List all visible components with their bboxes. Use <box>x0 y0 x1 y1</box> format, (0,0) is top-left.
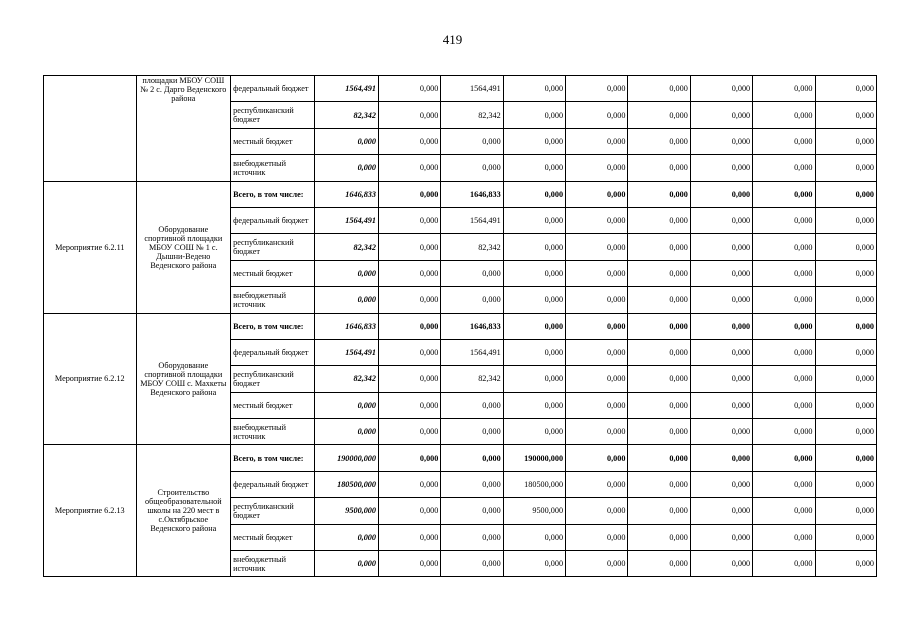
year-value: 0,000 <box>815 287 877 313</box>
year-value: 0,000 <box>690 366 752 392</box>
budget-table <box>43 75 877 577</box>
year-value: 0,000 <box>753 234 815 260</box>
year-value: 1564,491 <box>441 76 503 102</box>
year-value: 0,000 <box>753 419 815 445</box>
total-value: 82,342 <box>314 102 378 128</box>
year-value: 0,000 <box>378 524 440 550</box>
year-value: 0,000 <box>690 419 752 445</box>
funding-source: внебюджетный источник <box>231 155 315 181</box>
year-value: 0,000 <box>566 234 628 260</box>
year-value: 0,000 <box>690 102 752 128</box>
year-value: 0,000 <box>628 524 690 550</box>
year-value: 0,000 <box>753 445 815 471</box>
year-value: 0,000 <box>628 155 690 181</box>
funding-source: внебюджетный источник <box>231 551 315 577</box>
year-value: 0,000 <box>690 313 752 339</box>
year-value: 0,000 <box>378 287 440 313</box>
year-value: 0,000 <box>753 76 815 102</box>
year-value: 0,000 <box>753 551 815 577</box>
year-value: 82,342 <box>441 102 503 128</box>
year-value: 0,000 <box>441 419 503 445</box>
year-value: 0,000 <box>815 76 877 102</box>
total-value: 1564,491 <box>314 76 378 102</box>
total-value: 0,000 <box>314 287 378 313</box>
year-value: 0,000 <box>690 471 752 497</box>
year-value: 0,000 <box>566 287 628 313</box>
year-value: 0,000 <box>690 234 752 260</box>
year-value: 0,000 <box>690 551 752 577</box>
year-value: 0,000 <box>753 260 815 286</box>
year-value: 0,000 <box>753 366 815 392</box>
total-value: 0,000 <box>314 524 378 550</box>
year-value: 0,000 <box>753 498 815 524</box>
measure-description: Строительство общеобразовательной школы на 220 мест в с.Октябрьское Веденского района <box>136 445 231 577</box>
table-row <box>44 313 877 339</box>
year-value: 0,000 <box>566 524 628 550</box>
year-value: 0,000 <box>690 287 752 313</box>
year-value: 0,000 <box>566 392 628 418</box>
year-value: 0,000 <box>378 471 440 497</box>
year-value: 0,000 <box>378 392 440 418</box>
year-value: 0,000 <box>566 471 628 497</box>
year-value: 1646,833 <box>441 313 503 339</box>
year-value: 0,000 <box>503 181 565 207</box>
table-row <box>44 76 877 102</box>
year-value: 0,000 <box>753 339 815 365</box>
year-value: 0,000 <box>566 551 628 577</box>
year-value: 0,000 <box>690 155 752 181</box>
year-value: 0,000 <box>566 76 628 102</box>
measure-description: Оборудование спортивной площадки МБОУ СОШ № 1 с. Дышни-Ведено Веденского района <box>136 181 231 313</box>
year-value: 0,000 <box>753 102 815 128</box>
year-value: 0,000 <box>753 524 815 550</box>
year-value: 0,000 <box>441 498 503 524</box>
year-value: 0,000 <box>441 524 503 550</box>
total-value: 0,000 <box>314 419 378 445</box>
year-value: 0,000 <box>753 471 815 497</box>
year-value: 0,000 <box>628 102 690 128</box>
year-value: 0,000 <box>815 102 877 128</box>
year-value: 0,000 <box>690 339 752 365</box>
funding-source: республиканский бюджет <box>231 498 315 524</box>
year-value: 0,000 <box>815 392 877 418</box>
year-value: 1564,491 <box>441 207 503 233</box>
year-value: 0,000 <box>503 419 565 445</box>
table-body <box>44 76 877 577</box>
year-value: 0,000 <box>628 128 690 154</box>
year-value: 0,000 <box>690 76 752 102</box>
year-value: 0,000 <box>815 155 877 181</box>
total-value: 0,000 <box>314 392 378 418</box>
year-value: 0,000 <box>815 551 877 577</box>
funding-source: внебюджетный источник <box>231 419 315 445</box>
year-value: 0,000 <box>378 498 440 524</box>
year-value: 0,000 <box>815 471 877 497</box>
funding-source: Всего, в том числе: <box>231 445 315 471</box>
total-value: 0,000 <box>314 551 378 577</box>
year-value: 0,000 <box>628 181 690 207</box>
year-value: 190000,000 <box>503 445 565 471</box>
year-value: 0,000 <box>690 207 752 233</box>
year-value: 0,000 <box>628 471 690 497</box>
measure-cell: Мероприятие 6.2.13 <box>44 445 137 577</box>
year-value: 0,000 <box>690 445 752 471</box>
year-value: 0,000 <box>441 392 503 418</box>
funding-source: федеральный бюджет <box>231 76 315 102</box>
year-value: 0,000 <box>628 445 690 471</box>
year-value: 0,000 <box>815 524 877 550</box>
total-value: 1646,833 <box>314 313 378 339</box>
year-value: 0,000 <box>378 102 440 128</box>
funding-source: республиканский бюджет <box>231 366 315 392</box>
table-row <box>44 181 877 207</box>
year-value: 0,000 <box>503 76 565 102</box>
year-value: 0,000 <box>503 339 565 365</box>
year-value: 0,000 <box>628 234 690 260</box>
funding-source: республиканский бюджет <box>231 102 315 128</box>
total-value: 180500,000 <box>314 471 378 497</box>
year-value: 0,000 <box>378 181 440 207</box>
year-value: 0,000 <box>378 207 440 233</box>
year-value: 0,000 <box>815 207 877 233</box>
funding-source: Всего, в том числе: <box>231 313 315 339</box>
total-value: 0,000 <box>314 155 378 181</box>
year-value: 0,000 <box>815 339 877 365</box>
year-value: 0,000 <box>628 313 690 339</box>
total-value: 1564,491 <box>314 339 378 365</box>
year-value: 0,000 <box>566 260 628 286</box>
year-value: 0,000 <box>503 234 565 260</box>
year-value: 0,000 <box>378 339 440 365</box>
page-number: 419 <box>442 32 463 47</box>
year-value: 0,000 <box>690 498 752 524</box>
year-value: 0,000 <box>566 445 628 471</box>
year-value: 0,000 <box>628 76 690 102</box>
year-value: 0,000 <box>566 128 628 154</box>
year-value: 0,000 <box>503 102 565 128</box>
total-value: 1564,491 <box>314 207 378 233</box>
year-value: 0,000 <box>566 313 628 339</box>
year-value: 0,000 <box>753 207 815 233</box>
year-value: 0,000 <box>566 366 628 392</box>
year-value: 0,000 <box>566 419 628 445</box>
year-value: 0,000 <box>628 260 690 286</box>
funding-source: местный бюджет <box>231 524 315 550</box>
measure-cell: Мероприятие 6.2.11 <box>44 181 137 313</box>
year-value: 180500,000 <box>503 471 565 497</box>
year-value: 0,000 <box>815 260 877 286</box>
year-value: 0,000 <box>815 419 877 445</box>
year-value: 0,000 <box>378 128 440 154</box>
year-value: 0,000 <box>628 419 690 445</box>
year-value: 0,000 <box>628 392 690 418</box>
total-value: 82,342 <box>314 234 378 260</box>
year-value: 0,000 <box>503 287 565 313</box>
year-value: 0,000 <box>753 181 815 207</box>
year-value: 0,000 <box>503 551 565 577</box>
year-value: 0,000 <box>690 128 752 154</box>
year-value: 0,000 <box>441 287 503 313</box>
measure-cell: Мероприятие 6.2.12 <box>44 313 137 445</box>
measure-description: площадки МБОУ СОШ № 2 с. Дарго Веденского района <box>136 76 231 182</box>
year-value: 0,000 <box>628 207 690 233</box>
year-value: 82,342 <box>441 234 503 260</box>
total-value: 0,000 <box>314 260 378 286</box>
year-value: 0,000 <box>378 260 440 286</box>
year-value: 0,000 <box>815 313 877 339</box>
year-value: 0,000 <box>753 313 815 339</box>
total-value: 0,000 <box>314 128 378 154</box>
year-value: 0,000 <box>753 392 815 418</box>
total-value: 190000,000 <box>314 445 378 471</box>
year-value: 0,000 <box>441 445 503 471</box>
funding-source: федеральный бюджет <box>231 471 315 497</box>
year-value: 0,000 <box>753 287 815 313</box>
year-value: 0,000 <box>690 392 752 418</box>
year-value: 0,000 <box>503 313 565 339</box>
funding-source: федеральный бюджет <box>231 339 315 365</box>
funding-source: местный бюджет <box>231 392 315 418</box>
year-value: 0,000 <box>628 366 690 392</box>
year-value: 0,000 <box>503 155 565 181</box>
funding-source: местный бюджет <box>231 128 315 154</box>
year-value: 82,342 <box>441 366 503 392</box>
year-value: 0,000 <box>566 207 628 233</box>
year-value: 0,000 <box>503 128 565 154</box>
year-value: 0,000 <box>378 419 440 445</box>
year-value: 0,000 <box>503 392 565 418</box>
year-value: 0,000 <box>441 128 503 154</box>
year-value: 0,000 <box>503 260 565 286</box>
total-value: 9500,000 <box>314 498 378 524</box>
year-value: 0,000 <box>378 234 440 260</box>
funding-source: местный бюджет <box>231 260 315 286</box>
year-value: 0,000 <box>690 260 752 286</box>
year-value: 0,000 <box>441 551 503 577</box>
year-value: 0,000 <box>815 366 877 392</box>
year-value: 0,000 <box>753 155 815 181</box>
year-value: 0,000 <box>690 181 752 207</box>
year-value: 1646,833 <box>441 181 503 207</box>
year-value: 0,000 <box>566 498 628 524</box>
year-value: 1564,491 <box>441 339 503 365</box>
year-value: 0,000 <box>378 551 440 577</box>
year-value: 0,000 <box>815 498 877 524</box>
year-value: 0,000 <box>628 551 690 577</box>
year-value: 0,000 <box>815 128 877 154</box>
year-value: 0,000 <box>815 234 877 260</box>
year-value: 0,000 <box>441 260 503 286</box>
year-value: 0,000 <box>378 155 440 181</box>
measure-cell <box>44 76 137 182</box>
year-value: 0,000 <box>566 339 628 365</box>
funding-source: Всего, в том числе: <box>231 181 315 207</box>
year-value: 0,000 <box>628 498 690 524</box>
year-value: 0,000 <box>566 102 628 128</box>
year-value: 0,000 <box>378 313 440 339</box>
year-value: 0,000 <box>566 155 628 181</box>
year-value: 0,000 <box>815 445 877 471</box>
year-value: 0,000 <box>628 287 690 313</box>
total-value: 82,342 <box>314 366 378 392</box>
measure-description: Оборудование спортивной площадки МБОУ СОШ с. Махкеты Веденского района <box>136 313 231 445</box>
year-value: 9500,000 <box>503 498 565 524</box>
year-value: 0,000 <box>441 155 503 181</box>
total-value: 1646,833 <box>314 181 378 207</box>
funding-source: республиканский бюджет <box>231 234 315 260</box>
year-value: 0,000 <box>753 128 815 154</box>
year-value: 0,000 <box>628 339 690 365</box>
year-value: 0,000 <box>378 445 440 471</box>
year-value: 0,000 <box>378 366 440 392</box>
year-value: 0,000 <box>503 524 565 550</box>
year-value: 0,000 <box>378 76 440 102</box>
year-value: 0,000 <box>815 181 877 207</box>
funding-source: внебюджетный источник <box>231 287 315 313</box>
year-value: 0,000 <box>503 207 565 233</box>
year-value: 0,000 <box>503 366 565 392</box>
year-value: 0,000 <box>566 181 628 207</box>
table-row <box>44 445 877 471</box>
year-value: 0,000 <box>441 471 503 497</box>
year-value: 0,000 <box>690 524 752 550</box>
funding-source: федеральный бюджет <box>231 207 315 233</box>
